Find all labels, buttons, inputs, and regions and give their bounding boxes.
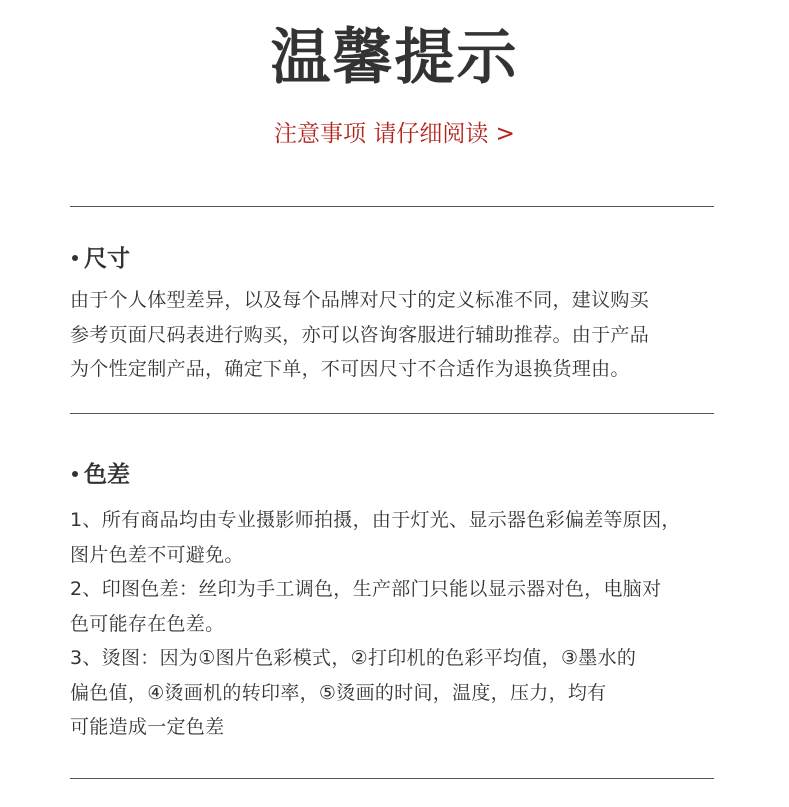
- paragraph-line: 色可能存在色差。: [70, 612, 225, 635]
- paragraph-line: 2、印图色差：丝印为手工调色，生产部门只能以显示器对色，电脑对: [70, 578, 662, 600]
- paragraph-line: 图片色差不可避免。: [70, 543, 244, 566]
- bullet-icon: [72, 255, 78, 261]
- paragraph-line: 由于个人体型差异，以及每个品牌对尺寸的定义标准不同，建议购买: [70, 289, 650, 311]
- section-heading-color: [72, 459, 130, 491]
- paragraph-line: 1、所有商品均由专业摄影师拍摄，由于灯光、显示器色彩偏差等原因，: [70, 509, 681, 531]
- paragraph-line: 可能造成一定色差: [70, 716, 225, 738]
- notice-subtitle: 注意事项 请仔细阅读 >: [274, 121, 515, 147]
- section-heading-color-label: 色差: [84, 462, 130, 488]
- paragraph-line: 参考页面尺码表进行购买，亦可以咨询客服进行辅助推荐。由于产品: [70, 323, 650, 346]
- divider-middle: [70, 413, 714, 414]
- section-heading-size-label: 尺寸: [84, 246, 130, 272]
- section-heading-size: [72, 243, 130, 275]
- section-body-size: [70, 283, 720, 387]
- section-body-color: [70, 503, 720, 745]
- bullet-icon: [72, 471, 78, 477]
- divider-bottom: [70, 778, 714, 779]
- divider-top: [70, 206, 714, 207]
- paragraph-line: 偏色值，④烫画机的转印率，⑤烫画的时间，温度，压力，均有: [70, 681, 607, 704]
- page-title: 温馨提示: [270, 23, 519, 93]
- paragraph-line: 3、烫图：因为①图片色彩模式，②打印机的色彩平均值，③墨水的: [70, 647, 637, 669]
- paragraph-line: 为个性定制产品，确定下单，不可因尺寸不合适作为退换货理由。: [70, 358, 630, 380]
